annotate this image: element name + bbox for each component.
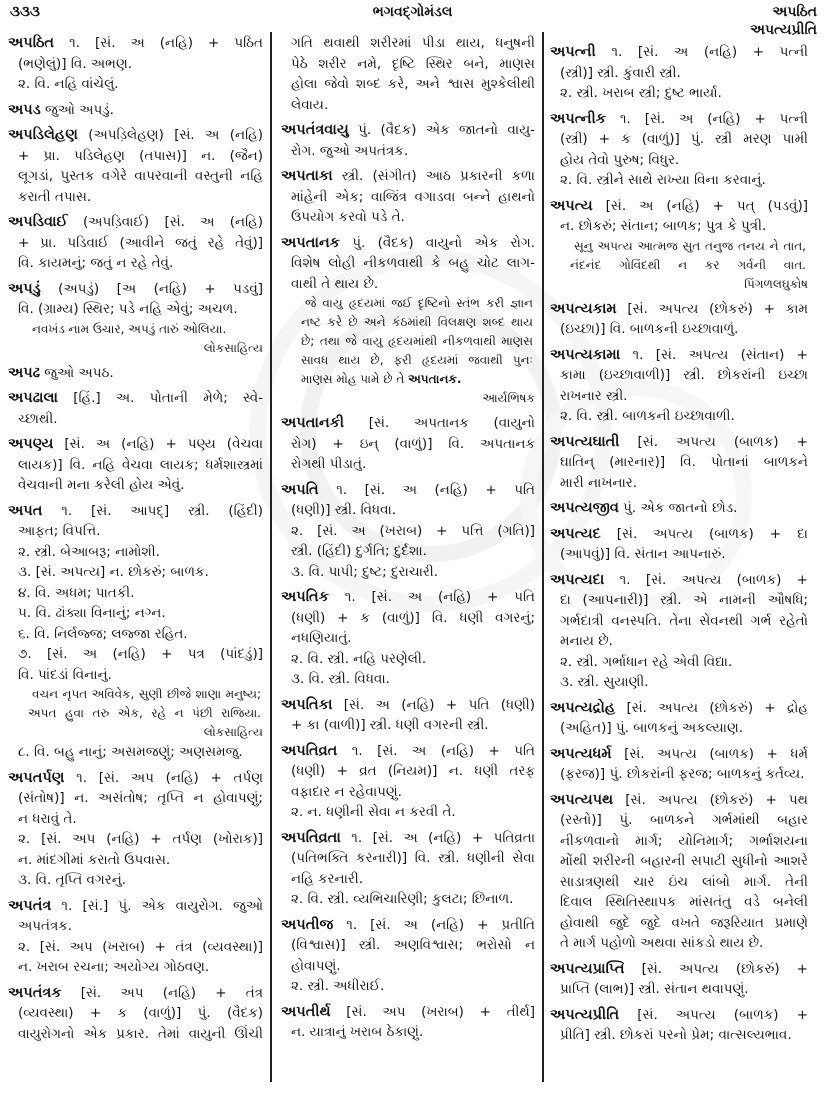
entry-text: મોંથી શરીરની બહારની સપાટી સુધીનો આશરે (560, 853, 808, 869)
entry-text: મારી નાખનાર. (560, 474, 638, 491)
entry-line (550, 1005, 808, 1026)
entry-text: લાયક)] વિ. નહિ વેચવા લાયક; ધર્મશાસ્ત્રમાં (18, 456, 263, 473)
entry-text: લૂગડાં, પુસ્તક વગેરે વાપરવાની વસ્તુની નહિ (18, 168, 263, 184)
entry-text: હોય તેવો પુરુષ; વિધુર. (560, 151, 680, 168)
headword: અપત્યકામ (550, 300, 617, 317)
quotation (8, 320, 263, 339)
sense-text: ૩. [સં. અપત્ય] ન. છોકરું; બાળક. (18, 564, 209, 580)
quote-line (301, 370, 533, 389)
entry-text: પ્રાપ્તિ (લાભ)] સ્ત્રી. સંતાન થવાપણું. (560, 981, 749, 997)
entry-line (550, 570, 808, 591)
dictionary-entry (550, 109, 808, 171)
headword: અપત્યઘાતી (550, 433, 620, 450)
entry-text: (અહિત)] પું. બાળકનું અકલ્યાણ. (560, 720, 744, 736)
entry-text: ૧. [સં. અ (નહિ) + પતિ (344, 589, 535, 605)
entry-text: વાથી તે થાય છે. (291, 275, 379, 292)
entry-text: ૧. [સં. અ (નહિ) + પઠિત (69, 35, 263, 51)
entry-line (8, 100, 263, 121)
entry-line (550, 744, 808, 765)
headword: અપણ્ય (8, 436, 54, 452)
page-title: ભગવદ્ગોમંડલ (372, 4, 453, 20)
entry-text: પું. (વૈદક) વાયુનો એક રોગ. (352, 234, 535, 251)
entry-text: રોગથી પીડાતું. (291, 456, 367, 472)
headword: અપત્નીક (550, 110, 606, 127)
entry-text: (અપડ઼િલેહણ) [સં. અ (નહિ) (88, 127, 263, 143)
quote-text: માણસ મોહ પામે છે તે (301, 372, 405, 386)
entry-text: પ્રીતિ] સ્ત્રી. છોકરાં પરનો પ્રેમ; વાત્સલ્યભાવ. (560, 1027, 792, 1043)
dictionary-entry (8, 33, 263, 74)
sense (8, 742, 263, 763)
sense (550, 170, 808, 191)
entry-text: (પતિભક્તિ કરનારી)] વિ. સ્ત્રી. ધણીની સેવા (291, 850, 535, 866)
sense (8, 74, 263, 95)
entry-text: (અપડું) [અ (નહિ) + પડવું] (58, 280, 263, 297)
entry-text: પું. (વૈદક) એક જાતનો વાયુ- (358, 122, 536, 138)
headword: અપતિવ્રત (281, 742, 338, 759)
entry-text: કામા (ઇચ્છાવાળી)] સ્ત્રી. છોકરાંની ઇચ્છા (560, 367, 808, 383)
headword: અપઢ (8, 364, 40, 381)
dictionary-entry (8, 896, 263, 937)
entry-text: (અપડ઼િવાઈ) [સં. અ (નહિ) (83, 214, 263, 230)
sense-text: ૨. વિ. સ્ત્રી. વ્યભિચારિણી; કુલટા; છિનાળ. (291, 891, 514, 907)
entry-line (281, 741, 535, 762)
entry-text: ન. છોકરું; સંતાન; બાળક; પુત્ર કે પુત્રી. (560, 218, 767, 234)
entry-text: તે માર્ગ પહોળો અથવા સાંકડો થાય છે. (560, 935, 764, 951)
entry-line (281, 480, 535, 501)
dictionary-entry (281, 828, 535, 890)
entry-text: જુઓ અપઠ. (44, 364, 114, 381)
sense (281, 521, 535, 562)
sense-text: ૬. વિ. નિર્લજ્જ; લજ્જા રહિત. (18, 625, 188, 642)
entry-text: (સંતોષ)] ન. અસંતોષ; તૃપ્તિ ન હોવાપણું; (18, 790, 263, 806)
entry-text: ૧. [સં. અ (નહિ) + પતિ (336, 481, 535, 498)
headword: અપતાનકી (281, 415, 345, 431)
entry-text: ઉપયોગ કરવો પડે તે. (291, 209, 405, 225)
entry-text: + પ્રા. પડિલેહણ (તપાસ)] ન. (જૈન) (18, 147, 263, 164)
entry-text: વફાદાર ન રહેવાપણું. (291, 783, 402, 800)
sense-text: ૨. [સં. અપ (ખરાબ) + તંત્ર (વ્યવસ્થા)] (18, 938, 263, 955)
dictionary-entry (550, 698, 808, 739)
sense (281, 649, 535, 670)
headword: અપતંત્રક (8, 984, 62, 1001)
sense-text: ૨. વિ. સ્ત્રીને સાથે રાખ્યા વિના કરવાનું. (560, 172, 766, 188)
entry-text: રોગ) + ઇન્ (વાળું)] વિ. અપતાનક (291, 435, 535, 452)
sense (8, 562, 263, 583)
sense-text: ૨. [સં. અ (ખરાબ) + પત્તિ (ગતિ)] (291, 522, 535, 539)
sense-text: ૭. [સં. અ (નહિ) + પત્ર (પાંદડું)] (18, 646, 263, 662)
quote-line: જે વાયુ હૃદયમાં જઈ દૃષ્ટિનો સ્તંભ કરી જ્ઞાન (305, 296, 533, 310)
entry-text: [સં. અપત્ય (છોકરું) + કામ (627, 300, 808, 317)
headword: અપડું (8, 280, 41, 297)
dictionary-entry (550, 524, 808, 565)
entry-text: [સં. અપત્ય (બાળક) + (637, 433, 808, 450)
dictionary-entry (550, 959, 808, 1000)
entry-text: (ધણી) + વ્રત (નિયમ)] ન. ધણી તરફ (291, 763, 535, 779)
citation-source: આર્યભિષક (482, 391, 535, 405)
headword: અપત્યપ્રીતિ (550, 1006, 620, 1023)
column-divider (270, 32, 272, 1082)
sense (281, 976, 535, 997)
entry-line (8, 33, 263, 54)
headword: અપતિવ્રતા (281, 829, 341, 846)
dictionary-entry (281, 233, 535, 295)
sense (281, 889, 535, 910)
dictionary-entry (550, 790, 808, 954)
sense-text: ૩. વિ. તૃપ્તિ વગરનું. (18, 872, 127, 888)
entry-line (8, 363, 263, 384)
entry-line (281, 695, 535, 716)
entry-text: (ધણી)] સ્ત્રી. વિધવા. (291, 502, 397, 518)
headword: અપત્યપથ (550, 791, 614, 808)
sense-text: ૨. વિ. સ્ત્રી. નહિ પરણેલી. (291, 650, 427, 667)
entry-text: [સં. અપત્ય (બાળક) + દા (616, 525, 808, 542)
citation-source: લોકસાહિત્ય (203, 725, 263, 739)
entry-text: વેચવાની મના કરેલી હોય એવું. (18, 477, 185, 493)
headword: અપત્યજીવ (550, 500, 619, 516)
headword: અપત્યદ્રોહ (550, 699, 616, 716)
entry-text: [સં. અપત્ય (બાળક) + ધર્મ (624, 745, 809, 762)
entry-text: હોવાપણું. (291, 957, 341, 974)
headword: અપત્યકામા (550, 346, 621, 363)
entry-text: + કા (વાળી)] સ્ત્રી. ધણી વગરની સ્ત્રી. (291, 717, 489, 733)
entry-line (281, 587, 535, 608)
sense (8, 937, 263, 978)
entry-text: આફત; વિપત્તિ. (18, 523, 101, 539)
entry-text: (ધણી) + ક (વાળું)] વિ. ધણી વગરનું; (291, 609, 535, 626)
entry-text: (ફરજ)] પું. છોકરાંની ફરજ; બાળકનું કર્તવ્ય. (560, 766, 805, 782)
dictionary-entry (550, 345, 808, 407)
entry-text: [સં. અ (નહિ) + પતિ (ધણી) (343, 696, 535, 713)
quote-line: અપત હુવા તરુ એક, રહે ન પંછી રાજિયા. (28, 706, 261, 720)
dictionary-entry (8, 125, 263, 207)
entry-text: ૧. [સં. આપદ્] સ્ત્રી. (હિંદી) (61, 502, 263, 519)
entry-text: ન ધરાવું તે. (18, 810, 77, 827)
entry-line (281, 166, 535, 187)
entry-line (550, 498, 808, 519)
entry-text: ૧. [સં. અપત્ય (સંતાન) + (632, 346, 808, 363)
entry-text: (રસ્તો)] પું. બાળકને ગર્ભમાંથી બહાર (560, 812, 808, 828)
entry-line (550, 698, 808, 719)
entry-text: (વિશ્વાસ)] સ્ત્રી. અણવિશ્વાસ; ભરોસો ન (291, 937, 535, 953)
headword: અપતિક (281, 589, 329, 605)
sense-text: ૩. વિ. પાપી; દુષ્ટ; દુરાચારી. (291, 563, 439, 580)
entry-text: દા (આપનારી)] સ્ત્રી. એ નામની ઔષધિ; (560, 592, 808, 608)
sense-text: ૮. વિ. બહુ નાનું; અસમજણું; અણસમજુ. (18, 744, 243, 760)
entry-text: ૧. [સં. અ (નહિ) + પ્રતીતિ (346, 916, 535, 933)
headword: અપત્ય (550, 197, 593, 214)
entry-text: દિવાલ સ્થિતિસ્થાપક માંસતંતુ વડે બનેલી (560, 894, 808, 910)
entry-line (550, 196, 808, 217)
quote-line: નષ્ટ કરે છે અને કંઠમાંથી વિલક્ષણ શબ્દ થાય (301, 315, 533, 329)
entry-text: (આપવું)] વિ. સંતાન આપનારું. (560, 546, 726, 562)
entry-line (8, 279, 263, 300)
entry-text: સાડાત્રણથી ચાર ઇંચ લાંબો માર્ગ. તેની (560, 873, 808, 890)
entry-line (281, 1002, 535, 1023)
dictionary-entry (550, 498, 808, 519)
headword: અપત્યદ (550, 525, 601, 542)
entry-text: વિશેષ લોહી નીકળવાથી કે બહુ ચોટ લાગ- (291, 255, 535, 271)
dictionary-entry (550, 744, 808, 785)
entry-text: હોલા જેવો શબ્દ કરે, અને શ્વાસ મુશ્કેલીથી (291, 76, 535, 92)
entry-line (8, 212, 263, 233)
entry-text: નહિ કરનારી. (291, 870, 364, 887)
entry-text: પેઠે શરીર નમે, દૃષ્ટિ સ્થિર બને, માણસ (291, 55, 535, 72)
entry-text: વિ. કાયમનું; જતું ન રહે તેવું. (18, 255, 174, 271)
entry-text: ગર્ભદાત્રી વનસ્પતિ. તેના સેવનથી ગર્ભ રહેતો (560, 612, 808, 629)
quote-line: નવખંડ નામ ઉચાર, અપડું તારું ઓલિયા. (32, 321, 227, 336)
entry-text: (સ્ત્રી)] સ્ત્રી. કુંવારી સ્ત્રી. (560, 64, 681, 81)
headword: અપત્યધર્મ (550, 745, 612, 762)
entry-line (550, 345, 808, 366)
entry-text: ૧. [સં. અપત્ય (બાળક) + (619, 571, 808, 588)
entry-text: [સં. અપતાનક (વાયુનો (368, 415, 535, 431)
quotation (281, 294, 535, 389)
headword: અપત (8, 502, 43, 519)
sense (8, 624, 263, 645)
dictionary-entry (281, 695, 535, 736)
citation-source: પિંગળલઘુકોષ (744, 276, 808, 291)
headword: અપતાનક (281, 234, 340, 251)
last-headword-guide: અપત્યપ્રીતિ (750, 22, 817, 38)
sense-text: સ્ત્રી. (હિંદી) દુર્ગતિ; દુર્દશા. (291, 543, 427, 559)
dictionary-entry (8, 279, 263, 320)
dictionary-entry (8, 768, 263, 830)
entry-text: ૧. [સં.] પું. એક વાયુરોગ. જુઓ (61, 897, 263, 914)
entry-line (550, 42, 808, 63)
dictionary-entry (550, 42, 808, 83)
quote-line: નંદનંદ ગોવિંદથી ન કર ગર્વની વાત. (570, 257, 806, 272)
column-1 (8, 33, 263, 1044)
entry-text: પું. એક જાતનો છોડ. (623, 500, 738, 516)
headword: અપઢાલા (8, 390, 58, 406)
entry-text: માંહેની એક; વાજિંત્ર વગાડવા બન્ને હાથનો (291, 188, 535, 205)
headword: અપતંત્રવાયુ (281, 122, 349, 138)
sense-text: ૨. સ્ત્રી. ગર્ભાધાન રહે એવી વિદ્યા. (560, 653, 733, 670)
entry-line (8, 434, 263, 455)
entry-line (8, 896, 263, 917)
headword: અપડિવાઈ (8, 214, 68, 230)
entry-text: [સં. અપ (ખરાબ) + તીર્થ] (346, 1003, 535, 1020)
entry-text: ન. યાત્રાનું ખરાબ ઠેકાણું. (291, 1024, 424, 1040)
sense-text: ૪. વિ. અધમ; પાતકી. (18, 584, 135, 601)
dictionary-entry (281, 413, 535, 475)
entry-text: [સં. અ (નહિ) + પત્ (પડવું)] (605, 197, 808, 214)
sense (8, 829, 263, 870)
quote-term: અપતાનક. (408, 372, 462, 386)
sense (550, 652, 808, 673)
headword: અપત્યદા (550, 571, 605, 588)
citation-source: લોકસાહિત્ય (203, 340, 263, 355)
entry-line (550, 109, 808, 130)
sense-text: ૨. ન. ધણીની સેવા ન કરવી તે. (291, 804, 456, 820)
dictionary-entry (8, 363, 263, 384)
dictionary-entry (550, 1005, 808, 1046)
sense-text: ૩. વિ. સ્ત્રી. વિધવા. (291, 671, 390, 687)
entry-text: મનાય છે. (560, 633, 613, 649)
sense-text: ૨. સ્ત્રી. અધીરાઈ. (291, 978, 385, 994)
dictionary-entry (550, 432, 808, 494)
entry-text: જુઓ અપડું. (44, 101, 114, 118)
sense (8, 603, 263, 624)
dictionary-entry (281, 915, 535, 977)
headword: અપડ (8, 101, 41, 118)
entry-text: ગતિ થવાથી શરીરમાં પીડા થાય, ધનુષની (291, 35, 535, 51)
headword: અપત્ની (550, 44, 596, 60)
sense (550, 406, 808, 427)
dictionary-entry (281, 741, 535, 803)
sense (550, 83, 808, 104)
sense (8, 542, 263, 563)
dictionary-entry (550, 570, 808, 652)
sense-text: ૫. વિ. ઢાંક્યા વિનાનું; નગ્ન. (18, 605, 166, 621)
entry-line (8, 501, 263, 522)
entry-text: ૧. [સં. અપ (નહિ) + તર્પણ (76, 769, 263, 786)
sense (8, 870, 263, 891)
headword: અપતીજ (281, 916, 334, 933)
entry-text: (ભણેલું)] વિ. અભણ. (18, 55, 133, 72)
entry-text: [સં. અપત્ય (છોકરું) + (641, 960, 808, 977)
sense-text: ૨. સ્ત્રી. ખરાબ સ્ત્રી; દુષ્ટ ભાર્યા. (560, 85, 722, 101)
page-number: ૩૩૩ (10, 2, 40, 20)
entry-text: ચ્છાથી. (18, 410, 58, 427)
entry-line (550, 790, 808, 811)
headword: અપતાકા (281, 168, 333, 184)
entry-line (8, 388, 263, 409)
dictionary-entry (281, 1002, 535, 1043)
first-headword-guide: અપઠિત (772, 4, 817, 20)
entry-text: (સ્ત્રી) + ક (વાળું)] પું. સ્ત્રી મરણ પામી (560, 131, 808, 147)
entry-line (8, 768, 263, 789)
entry-line (281, 828, 535, 849)
sense (281, 669, 535, 690)
column-3 (550, 42, 808, 1046)
sense (550, 672, 808, 693)
quote-line: છે; તથા જે વાયુ હૃદયમાંથી નીકળવાથી માણસ (301, 334, 533, 348)
sense-text: ૨. વિ. સ્ત્રી. બાળકની ઇચ્છાવાળી. (560, 408, 735, 424)
entry-text: અપતંત્રક. (18, 918, 73, 934)
dictionary-entry (281, 587, 535, 649)
dictionary-entry (281, 480, 535, 521)
dictionary-entry (281, 166, 535, 228)
headword: અપતીર્થ (281, 1003, 331, 1020)
sense-text: ન. માંદગીમાં કરાતો ઉપવાસ. (18, 851, 171, 868)
entry-text: [સં. અપત્ય (છોકરું) + દ્રોહ (626, 699, 808, 716)
dictionary-entry (8, 388, 263, 429)
quotation (8, 685, 263, 723)
entry-text: (વ્યવસ્થા) + ક (વાળું)] પું. (વૈદક) (18, 1005, 263, 1021)
sense-text: ૨. [સં. અપ (નહિ) + તર્પણ (ખોરાક)] (18, 831, 263, 847)
entry-line (281, 413, 535, 434)
entry-text: કરાતી તપાસ. (18, 188, 92, 205)
quote-line: સાવધ થાય છે, ફરી હૃદયમાં જવાથી પુનઃ (301, 353, 533, 367)
dictionary-entry (8, 100, 263, 121)
quote-line: સૂનુ અપત્ય આત્મજ સુત તનુજ તનય ને તાત, (574, 238, 806, 253)
sense-text: ન. ખરાબ રચના; અયોગ્ય ગોઠવણ. (18, 959, 210, 975)
entry-text: ૧. [સં. અ (નહિ) + પતિવ્રતા (351, 829, 535, 846)
entry-line (550, 959, 808, 980)
column-2 (281, 33, 535, 1043)
entry-text: [સં. અપત્ય (બાળક) + (637, 1006, 809, 1023)
sense-text: ૨. વિ. નહિ વાંચેલું. (18, 76, 119, 92)
entry-text: [સં. અપત્ય (છોકરું) + પથ (625, 791, 809, 808)
entry-text: લેવાય. (291, 96, 329, 113)
sense (8, 644, 263, 685)
sense (281, 562, 535, 583)
dictionary-entry (8, 212, 263, 274)
headword: અપતંત્ર (8, 897, 52, 914)
entry-text: ઘાતિન્ (મારનાર)] વિ. પોતાનાં બાળકને (560, 454, 808, 470)
entry-line (281, 233, 535, 254)
sense-text: વિ. પાંદડાં વિનાનું. (18, 666, 112, 683)
quote-line: વચન નૃપત અવિવેક, સુણી છીજે શાણા મનુષ્ય; (32, 687, 261, 701)
entry-text: [હિં.] અ. પોતાની મેળે; સ્વે- (73, 390, 264, 406)
entry-text: [સં. અપ (નહિ) + તંત્ર (80, 984, 264, 1001)
dictionary-entry (550, 196, 808, 237)
entry-text: નધણિયાતું. (291, 630, 352, 646)
column-divider (542, 32, 544, 1082)
entry-text: વિ. (ગ્રામ્ય) સ્થિર; પડે નહિ એવું; અચળ. (18, 301, 238, 317)
entry-text: ૧. [સં. અ (નહિ) + પત્ની (619, 110, 808, 127)
entry-line (8, 125, 263, 146)
entry-text: રોગ. જુઓ અપતંત્રક. (291, 142, 409, 159)
entry-line (8, 983, 263, 1004)
entry-line (550, 299, 808, 320)
dictionary-entry (8, 434, 263, 496)
sense (8, 583, 263, 604)
entry-text: [સં. અ (નહિ) + પણ્ય (વેચવા (64, 436, 263, 452)
headword: અપત્યપ્રાપ્તિ (550, 960, 625, 977)
dictionary-entry (550, 299, 808, 340)
quotation (550, 237, 808, 275)
entry-text: હોવાથી જુદે જુદે વખતે જરૂરિયાત પ્રમાણે (560, 914, 808, 931)
entry-line (281, 915, 535, 936)
headword: અપઠિત (8, 35, 55, 51)
entry-continuation (281, 33, 535, 115)
entry-text: + પ્રા. પડિવાઈ (આવીને જતું રહે તેવું)] (18, 234, 263, 251)
entry-text: સ્ત્રી. (સંગીત) આઠ પ્રકારની કળા (341, 168, 535, 184)
headword: અપડિલેહણ (8, 127, 78, 143)
entry-text: નીકળવાનો માર્ગ; યોનિમાર્ગ; ગર્ભાશયના (560, 832, 808, 849)
dictionary-entry (8, 983, 263, 1045)
entry-line (550, 524, 808, 545)
headword: અપતર્પણ (8, 769, 65, 786)
entry-text: રાખનાર સ્ત્રી. (560, 387, 628, 404)
dictionary-entry (281, 120, 535, 161)
entry-line (550, 432, 808, 453)
headword: અપતિકા (281, 696, 333, 713)
entry-text: ૧. [સં. અ (નહિ) + પતિ (351, 742, 535, 759)
sense (281, 802, 535, 823)
sense-text: ૨. સ્ત્રી. બેઆબરૂ; નામોશી. (18, 543, 160, 560)
entry-text: (ઇચ્છા)] વિ. બાળકની ઇચ્છાવાળું. (560, 321, 739, 337)
headword: અપતિ (281, 481, 319, 498)
entry-text: વાયુરોગનો એક પ્રકાર. તેમાં વાયુની ઊંચી (18, 1025, 263, 1042)
sense-text: ૩. સ્ત્રી. સુયાણી. (560, 674, 649, 690)
dictionary-entry (8, 501, 263, 542)
entry-text: ૧. [સં. અ (નહિ) + પત્ની (611, 44, 808, 60)
entry-line (281, 120, 535, 141)
